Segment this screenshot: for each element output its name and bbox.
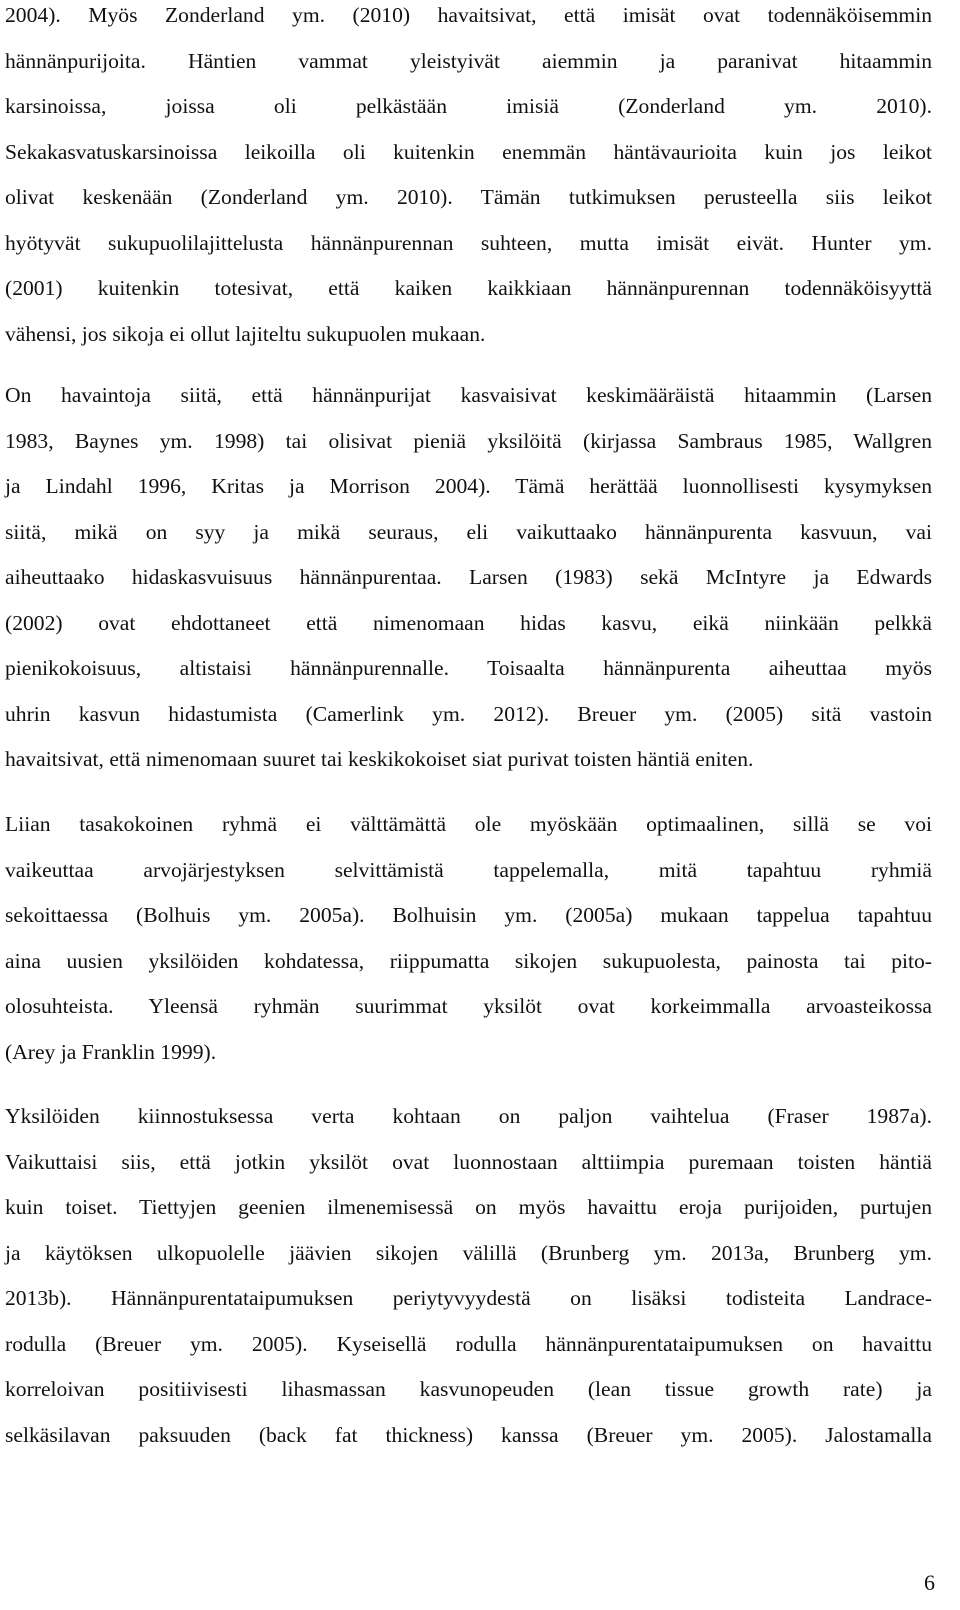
text-line: aiheuttaako hidaskasvuisuus hännänpurentaa. Larsen (1983) sekä McIntyre ja Edwards — [5, 565, 932, 589]
paragraph-2 — [5, 373, 932, 783]
text-line: sekoittaessa (Bolhuis ym. 2005a). Bolhuisin ym. (2005a) mukaan tappelua tapahtuu — [5, 903, 932, 927]
text-line: Liian tasakokoinen ryhmä ei välttämättä ole myöskään optimaalinen, sillä se voi — [5, 812, 932, 836]
text-line: havaitsivat, että nimenomaan suuret tai keskikokoiset siat purivat toisten häntiä eniten. — [5, 747, 754, 771]
text-line: (2002) ovat ehdottaneet että nimenomaan hidas kasvu, eikä niinkään pelkkä — [5, 610, 932, 635]
text-line: ja Lindahl 1996, Kritas ja Morrison 2004). Tämä herättää luonnollisesti kysymyksen — [5, 474, 932, 498]
text-line: pienikokoisuus, altistaisi hännänpurennalle. Toisaalta hännänpurenta aiheuttaa myös — [5, 656, 932, 680]
text-line: (Arey ja Franklin 1999). — [5, 1039, 217, 1064]
text-line: 2013b). Hännänpurentataipumuksen periytyvyydestä on lisäksi todisteita Landrace- — [5, 1286, 932, 1310]
text-line: karsinoissa, joissa oli pelkästään imisiä (Zonderland ym. 2010). — [5, 94, 932, 118]
text-line: korreloivan positiivisesti lihasmassan kasvunopeuden (lean tissue growth rate) ja — [5, 1377, 932, 1401]
text-line: siitä, mikä on syy ja mikä seuraus, eli vaikuttaako hännänpurenta kasvuun, vai — [5, 519, 932, 544]
text-line: Sekakasvatuskarsinoissa leikoilla oli kuitenkin enemmän häntävaurioita kuin jos leikot — [5, 139, 932, 164]
paragraph-1 — [5, 0, 932, 357]
page-number: 6 — [924, 1570, 935, 1595]
text-line: 2004). Myös Zonderland ym. (2010) havaitsivat, että imisät ovat todennäköisemmin — [5, 3, 932, 27]
text-line: vähensi, jos sikoja ei ollut lajiteltu sukupuolen mukaan. — [5, 321, 486, 346]
text-line: aina uusien yksilöiden kohdatessa, riippumatta sikojen sukupuolesta, painosta tai pito- — [5, 948, 932, 973]
text-line: vaikeuttaa arvojärjestyksen selvittämistä tappelemalla, mitä tapahtuu ryhmiä — [5, 857, 932, 882]
text-line: ja käytöksen ulkopuolelle jäävien sikojen välillä (Brunberg ym. 2013a, Brunberg ym. — [5, 1240, 932, 1265]
text-line: (2001) kuitenkin totesivat, että kaiken kaikkiaan hännänpurennan todennäköisyyttä — [5, 276, 932, 300]
text-line: hyötyvät sukupuolilajittelusta hännänpurennan suhteen, mutta imisät eivät. Hunter ym. — [5, 230, 932, 255]
text-line: hännänpurijoita. Häntien vammat yleistyivät aiemmin ja paranivat hitaammin — [5, 48, 932, 73]
text-line: Yksilöiden kiinnostuksessa verta kohtaan on paljon vaihtelua (Fraser 1987a). — [5, 1104, 932, 1128]
text-line: kuin toiset. Tiettyjen geenien ilmenemisessä on myös havaittu eroja purijoiden, purtujen — [5, 1195, 932, 1219]
text-line: selkäsilavan paksuuden (back fat thickness) kanssa (Breuer ym. 2005). Jalostamalla — [5, 1422, 932, 1447]
paragraph-3 — [5, 802, 932, 1075]
text-line: rodulla (Breuer ym. 2005). Kyseisellä rodulla hännänpurentataipumuksen on havaittu — [5, 1331, 932, 1356]
text-line: 1983, Baynes ym. 1998) tai olisivat pieniä yksilöitä (kirjassa Sambraus 1985, Wallgren — [5, 428, 932, 453]
text-line: olosuhteista. Yleensä ryhmän suurimmat yksilöt ovat korkeimmalla arvoasteikossa — [5, 994, 932, 1018]
text-line: On havaintoja siitä, että hännänpurijat kasvaisivat keskimääräistä hitaammin (Larsen — [5, 383, 932, 407]
paragraph-4 — [5, 1094, 932, 1458]
text-line: uhrin kasvun hidastumista (Camerlink ym. 2012). Breuer ym. (2005) sitä vastoin — [5, 701, 932, 726]
text-line: Vaikuttaisi siis, että jotkin yksilöt ovat luonnostaan alttiimpia puremaan toisten häntiä — [5, 1149, 932, 1174]
text-line: olivat keskenään (Zonderland ym. 2010). Tämän tutkimuksen perusteella siis leikot — [5, 185, 932, 209]
